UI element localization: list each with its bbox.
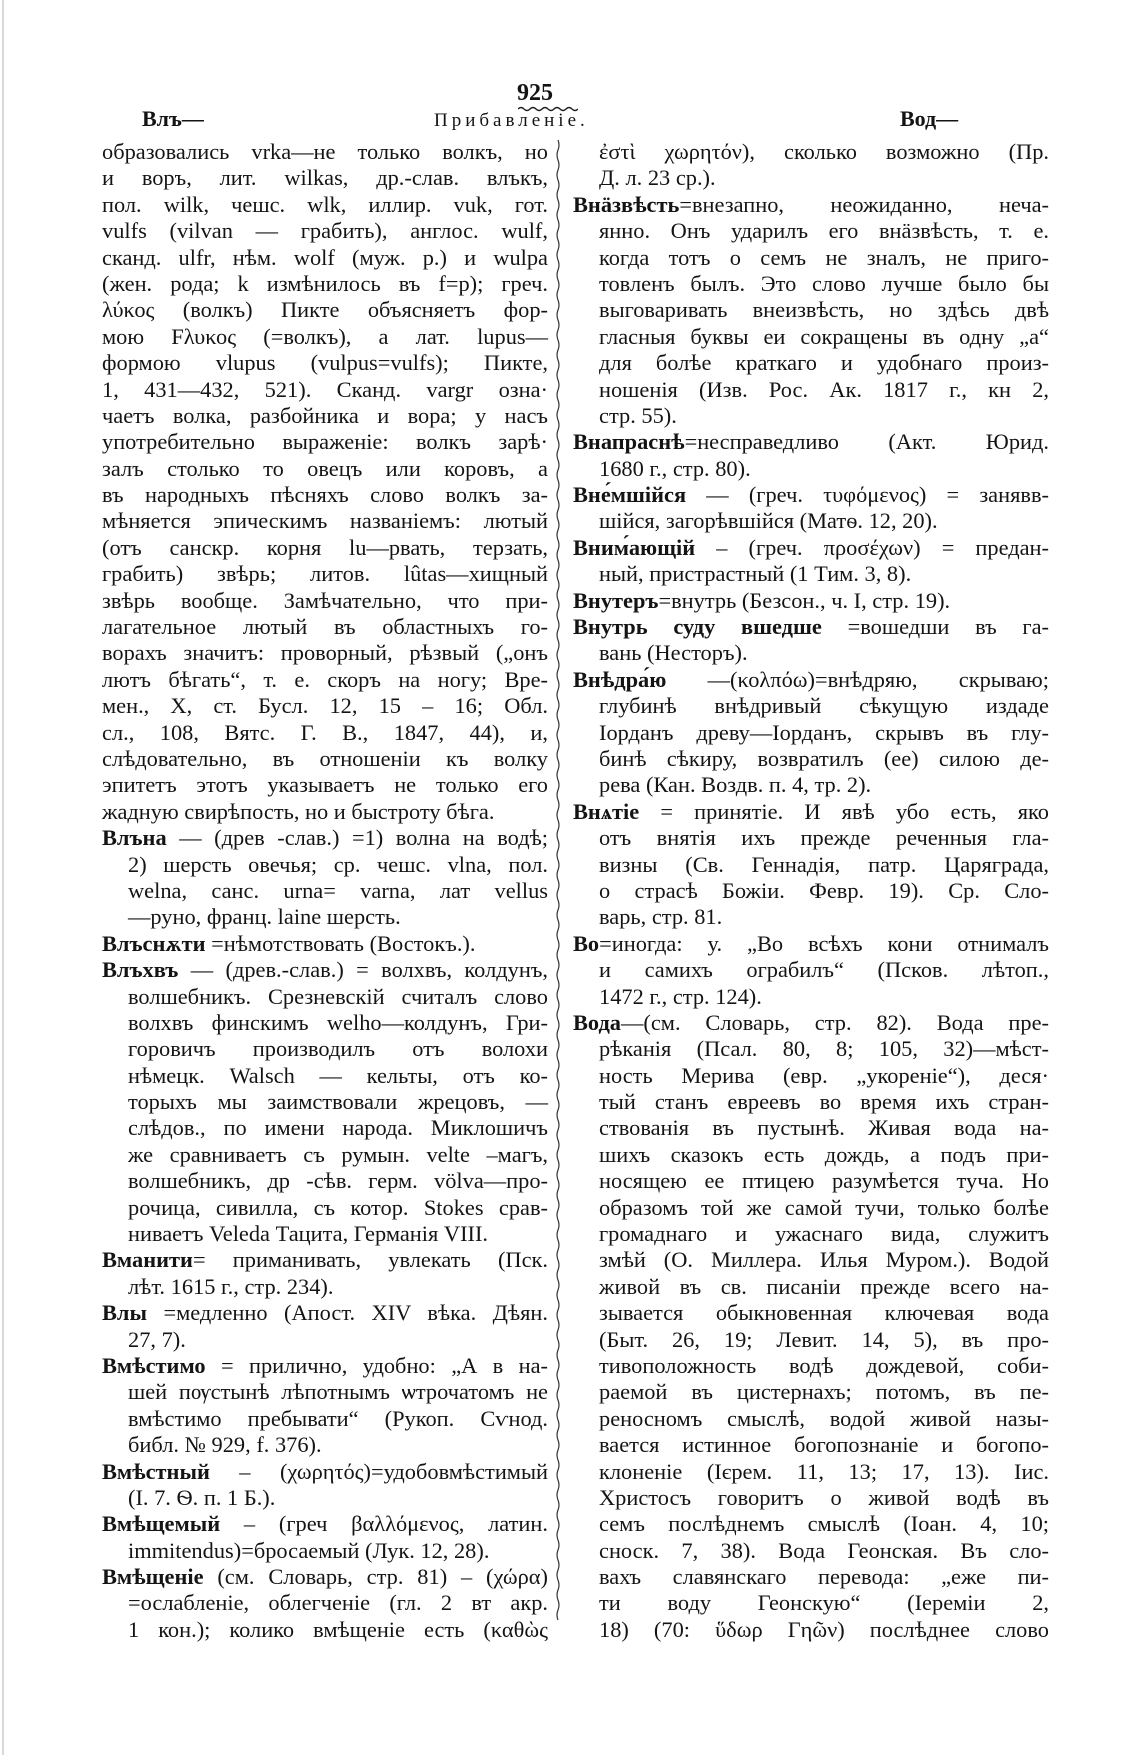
line-text: образомъ той же самой тучи, только болѣе: [599, 1194, 1049, 1220]
line-text: Д. л. 23 ср.).: [599, 165, 716, 191]
line-text: —(см. Словарь, стр. 82). Вода пре-: [621, 1009, 1049, 1035]
line-text: 1680 г., стр. 80).: [599, 455, 751, 481]
line-text: 1472 г., стр. 124).: [599, 983, 762, 1009]
line-text: =внезапно, неожиданно, неча-: [679, 191, 1049, 217]
line-text: громаднаго и ужаснаго вида, служитъ: [599, 1221, 1049, 1247]
text-line: [573, 561, 1049, 587]
line-text: отъ внятія ихъ прежде реченныя гла-: [599, 825, 1049, 851]
text-line: [573, 1353, 1049, 1379]
text-line: [573, 1379, 1049, 1405]
headword: Вмѣстный: [102, 1458, 210, 1484]
text-line: [573, 1617, 1049, 1643]
text-line: [102, 561, 548, 587]
text-line: [573, 508, 1049, 534]
line-text: сноск. 7, 38). Вода Геонская. Въ сло-: [599, 1537, 1049, 1563]
text-line: [573, 324, 1049, 350]
text-line: [573, 456, 1049, 482]
line-text: (отъ санскр. корня lu—рвать, терзать,: [102, 534, 548, 560]
text-line: [573, 297, 1049, 323]
text-line: [573, 1089, 1049, 1115]
text-line: [573, 1168, 1049, 1194]
line-text: раемой въ цистернахъ; потомъ, въ пе-: [599, 1379, 1049, 1405]
headword: Во: [573, 930, 600, 956]
line-text: сканд. ulfr, нѣм. wolf (муж. р.) и wulpa: [102, 244, 548, 270]
line-text: тый станъ евреевъ во время ихъ стран-: [599, 1089, 1049, 1115]
line-text: для болѣе краткаго и удобнаго произ-: [599, 350, 1049, 376]
text-line: [102, 588, 548, 614]
text-line: [102, 1432, 548, 1458]
line-text: зывается обыкновенная ключевая вода: [599, 1300, 1049, 1326]
line-text: λύκος (волкъ) Пикте объясняетъ фор-: [102, 297, 548, 323]
text-line: [573, 271, 1049, 297]
headword: Вним́ающій: [573, 534, 696, 560]
line-text: когда тотъ о семъ не зналъ, не приго-: [599, 244, 1049, 270]
line-text: горовичъ производилъ отъ волохи: [128, 1036, 548, 1062]
headword: Внäзвѣсть: [573, 191, 680, 217]
text-line: [102, 1590, 548, 1616]
line-text: =медленно (Апост. XIV вѣка. Дѣян.: [146, 1300, 548, 1326]
line-text: образовались vrka—не только волкъ, но: [102, 139, 548, 164]
line-text: товленъ былъ. Это слово лучше было бы: [599, 270, 1049, 296]
line-text: визны (Св. Геннадія, патр. Царяграда,: [599, 851, 1049, 877]
column-divider: [554, 140, 562, 1620]
text-line: [102, 350, 548, 376]
text-line: [102, 482, 548, 508]
text-line: [102, 1115, 548, 1141]
text-line: [573, 350, 1049, 376]
page-number: 925: [517, 80, 553, 106]
text-line: [102, 1195, 548, 1221]
line-text: волхвъ финскимъ welho—колдунъ, Гри-: [128, 1009, 548, 1035]
page-edge: [2, 0, 4, 1755]
text-line: [102, 799, 548, 825]
entry-first-line: [102, 1459, 548, 1485]
line-text: = приманивать, увлекать (Пск.: [192, 1247, 548, 1273]
text-line: [102, 1142, 548, 1168]
line-text: ствованія въ пустынѣ. Живая вода на-: [599, 1115, 1049, 1141]
text-line: [102, 1168, 548, 1194]
text-line: [573, 1247, 1049, 1273]
text-line: [102, 403, 548, 429]
text-line: [102, 245, 548, 271]
line-text: чаетъ волка, разбойника и вора; у насъ: [102, 402, 548, 428]
headword: Внутеръ: [573, 587, 659, 613]
entry-first-line: [573, 614, 1049, 640]
line-text: рѣканія (Псал. 80, 8; 105, 32)—мѣст-: [599, 1036, 1049, 1062]
line-text: змѣй (О. Миллера. Илья Муром.). Водой: [599, 1247, 1049, 1273]
text-line: [102, 614, 548, 640]
line-text: клоненіе (Ієрем. 11, 13; 17, 13). Іис.: [599, 1458, 1049, 1484]
text-line: [102, 984, 548, 1010]
headword: Вода: [573, 1009, 622, 1035]
text-line: [573, 1195, 1049, 1221]
text-line: [573, 957, 1049, 983]
entry-first-line: [102, 1564, 548, 1590]
line-text: шей пѹстынѣ лѣпотнымъ ѡтрочатомъ не: [128, 1379, 548, 1405]
line-text: ношенія (Изв. Рос. Ак. 1817 г., кн 2,: [599, 376, 1049, 402]
line-text: — (греч. τυφόμενος) = занявв-: [686, 482, 1049, 508]
headword: Влъхвъ: [102, 957, 179, 983]
line-text: и самихъ ограбилъ“ (Псков. лѣтоп.,: [599, 957, 1049, 983]
entry-first-line: [102, 1300, 548, 1326]
entry-first-line: [102, 957, 548, 983]
text-line: [102, 324, 548, 350]
line-text: 1 кон.); колико вмѣщеніе есть (καθὼς: [128, 1616, 548, 1642]
text-line: [573, 218, 1049, 244]
text-line: [102, 1063, 548, 1089]
text-line: [102, 377, 548, 403]
line-text: Іорданъ древу—Іорданъ, скрывъ въ глу-: [599, 719, 1049, 745]
line-text: шихъ сказокъ есть дождь, а подъ при-: [599, 1141, 1049, 1167]
text-line: [573, 1221, 1049, 1247]
line-text: лѣт. 1615 г., стр. 234).: [128, 1273, 334, 1299]
text-line: [102, 1617, 548, 1643]
text-line: [102, 640, 548, 666]
text-line: [573, 1274, 1049, 1300]
line-text: = принятіе. И явѣ убо есть, яко: [639, 798, 1049, 824]
entry-first-line: [573, 482, 1049, 508]
headword: Влъна: [102, 825, 167, 851]
line-text: 2) шерсть овечья; ср. чешс. vlna, пол.: [128, 851, 548, 877]
text-line: [573, 904, 1049, 930]
text-line: [573, 878, 1049, 904]
text-line: [573, 1590, 1049, 1616]
running-head-center: Прибавленіе.: [434, 110, 589, 131]
line-text: лютъ бѣгать“, т. е. скоръ на ногу; Вре-: [102, 666, 548, 692]
running-head-left: Влъ—: [142, 106, 204, 131]
line-text: (I. 7. Ѳ. п. 1 Б.).: [128, 1484, 276, 1510]
text-line: [573, 1036, 1049, 1062]
line-text: vulfs (vilvan — грабить), англос. wulf,: [102, 218, 548, 244]
text-line: [102, 456, 548, 482]
headword: Вманити: [102, 1247, 193, 1273]
entry-first-line: [573, 799, 1049, 825]
text-line: [102, 878, 548, 904]
text-line: [573, 1063, 1049, 1089]
line-text: immitendus)=бросаемый (Лук. 12, 28).: [128, 1537, 490, 1563]
text-line: [573, 825, 1049, 851]
text-line: [102, 535, 548, 561]
text-line: [102, 720, 548, 746]
text-line: [573, 1511, 1049, 1537]
entry-first-line: [573, 535, 1049, 561]
divider-line: [557, 140, 559, 1620]
line-text: бинѣ сѣкиру, возвратилъ (ее) силою де-: [599, 745, 1049, 771]
line-text: глубинѣ внѣдривый сѣкущую издаде: [599, 693, 1049, 719]
line-text: – (χωρητός)=удобовмѣстимый: [209, 1458, 548, 1484]
line-text: =вошедши въ га-: [821, 614, 1049, 640]
text-line: [102, 297, 548, 323]
line-text: торыхъ мы заимствовали жрецовъ, —: [128, 1089, 548, 1115]
text-line: [102, 1221, 548, 1247]
line-text: стр. 55).: [599, 402, 677, 428]
line-text: мѣняется эпическимъ названіемъ: лютый: [102, 508, 548, 534]
entry-first-line: [573, 667, 1049, 693]
text-line: [573, 693, 1049, 719]
text-line: [102, 429, 548, 455]
entry-first-line: [573, 588, 1049, 614]
line-text: Христосъ говоритъ о живой водѣ въ: [599, 1484, 1049, 1510]
text-line: [573, 1485, 1049, 1511]
headword: Вмѣщемый: [102, 1511, 221, 1537]
text-line: [573, 1115, 1049, 1141]
line-text: =ослабленіе, облегченіе (гл. 2 вт акр.: [128, 1590, 548, 1616]
line-text: (жен. рода; k измѣнилось въ f=p); греч.: [102, 270, 548, 296]
line-text: пол. wilk, чешс. wlk, иллир. vuk, гот.: [102, 191, 548, 217]
text-line: [573, 852, 1049, 878]
headword: Вмѣстимо: [102, 1352, 206, 1378]
entry-first-line: [573, 931, 1049, 957]
text-line: [102, 1406, 548, 1432]
line-text: семъ послѣднемъ смыслѣ (Іоан. 4, 10;: [599, 1511, 1049, 1537]
headword: Влы: [102, 1300, 147, 1326]
line-text: ἐστὶ χωρητόν), сколько возможно (Пр.: [599, 139, 1049, 164]
text-line: [102, 1485, 548, 1511]
entry-first-line: [573, 192, 1049, 218]
headword: Вне́мшійся: [573, 482, 687, 508]
headword: Внѧтіе: [573, 798, 640, 824]
line-text: 1, 431—432, 521). Сканд. vargr озна·: [102, 376, 548, 402]
line-text: тивоположность водѣ дождевой, соби-: [599, 1352, 1049, 1378]
line-text: =внутрь (Безсон., ч. I, стр. 19).: [658, 587, 951, 613]
line-text: (см. Словарь, стр. 81) – (χώρα): [203, 1564, 548, 1590]
line-text: (Быт. 26, 19; Левит. 14, 5), въ про-: [599, 1326, 1049, 1352]
text-line: [573, 1564, 1049, 1590]
text-line: [102, 139, 548, 165]
line-text: – (греч βαλλόμενος, латин.: [220, 1511, 548, 1537]
text-line: [102, 192, 548, 218]
line-text: ворахъ значитъ: проворный, рѣзвый („онъ: [102, 640, 548, 666]
line-text: волшебникъ, др -сѣв. герм. völva—про-: [128, 1168, 548, 1194]
line-text: о страсѣ Божіи. Февр. 19). Ср. Сло-: [599, 877, 1049, 903]
line-text: слѣдов., по имени народа. Миклошичъ: [128, 1115, 548, 1141]
line-text: волшебникъ. Срезневскій считалъ слово: [128, 983, 548, 1009]
text-line: [573, 772, 1049, 798]
entry-first-line: [102, 825, 548, 851]
line-text: – (греч. προσέχων) = предан-: [695, 534, 1049, 560]
text-line: [102, 1089, 548, 1115]
line-text: грабить) звѣрь; литов. lûtas—хищный: [102, 561, 548, 587]
line-text: залъ столько то овецъ или коровъ, а: [102, 455, 548, 481]
line-text: ность Мерива (евр. „укореніе“), деся·: [599, 1062, 1049, 1088]
line-text: лагательное лютый въ областныхъ го-: [102, 614, 548, 640]
entry-first-line: [102, 1247, 548, 1273]
line-text: вахъ славянскаго перевода: „еже пи-: [599, 1564, 1049, 1590]
line-text: нѣмецк. Walsch — кельты, отъ ко-: [128, 1062, 548, 1088]
line-text: варь, стр. 81.: [599, 904, 723, 930]
line-text: мен., X, ст. Бусл. 12, 15 – 16; Обл.: [102, 693, 548, 719]
text-line: [573, 139, 1049, 165]
line-text: носящею ее птицею разумѣется туча. Но: [599, 1168, 1049, 1194]
text-line: [573, 1300, 1049, 1326]
text-line: [573, 377, 1049, 403]
line-text: =нѣмотствовать (Востокъ.).: [205, 930, 476, 956]
line-text: ти воду Геонскую“ (Іереміи 2,: [599, 1590, 1049, 1616]
line-text: формою vlupus (vulpus=vulfs); Пикте,: [102, 350, 548, 376]
line-text: въ народныхъ пѣсняхъ слово волкъ за-: [102, 482, 548, 508]
text-line: [573, 165, 1049, 191]
text-line: [102, 1327, 548, 1353]
entry-first-line: [102, 1511, 548, 1537]
text-line: [102, 1036, 548, 1062]
text-line: [573, 984, 1049, 1010]
line-text: ниваетъ Veleda Тацита, Германія VIII.: [128, 1221, 489, 1247]
line-text: шійся, загорѣвшійся (Матѳ. 12, 20).: [599, 508, 938, 534]
line-text: — (древ.-слав.) = волхвъ, колдунъ,: [178, 957, 548, 983]
line-text: эпитетъ этотъ указываетъ не только его: [102, 772, 548, 798]
entry-first-line: [102, 1353, 548, 1379]
text-line: [102, 1274, 548, 1300]
left-column: [102, 139, 548, 1643]
line-text: ный, пристрастный (1 Тим. 3, 8).: [599, 561, 912, 587]
line-text: =иногда: у. „Во всѣхъ кони отнималъ: [599, 930, 1049, 956]
line-text: рочица, сивилла, съ котор. Stokes срав-: [128, 1194, 548, 1220]
text-line: [102, 271, 548, 297]
line-text: welna, санс. urna= varna, лат vellus: [128, 877, 548, 903]
line-text: звѣрь вообще. Замѣчательно, что при-: [102, 587, 548, 613]
text-line: [573, 1406, 1049, 1432]
text-line: [573, 245, 1049, 271]
entry-first-line: [102, 931, 548, 957]
headword: Вмѣщеніе: [102, 1564, 204, 1590]
text-line: [573, 1459, 1049, 1485]
line-text: 18) (70: ὕδωρ Γηῶν) послѣднее слово: [599, 1616, 1049, 1642]
text-line: [102, 693, 548, 719]
text-line: [102, 746, 548, 772]
line-text: реносномъ смыслѣ, водой живой назы-: [599, 1405, 1049, 1431]
line-text: 27, 7).: [128, 1326, 186, 1352]
text-line: [573, 746, 1049, 772]
text-line: [102, 1010, 548, 1036]
right-column: [573, 139, 1049, 1643]
line-text: и воръ, лит. wilkas, др.-слав. влъкъ,: [102, 165, 548, 191]
text-line: [573, 1327, 1049, 1353]
text-line: [573, 640, 1049, 666]
line-text: гласныя буквы еи сокращены въ одну „а“: [599, 323, 1049, 349]
text-line: [573, 720, 1049, 746]
text-line: [102, 904, 548, 930]
line-text: же сравниваетъ съ румын. velte –магъ,: [128, 1141, 548, 1167]
headword: Влъснѫти: [102, 930, 206, 956]
line-text: рева (Кан. Воздв. п. 4, тр. 2).: [599, 772, 872, 798]
text-line: [573, 1432, 1049, 1458]
entry-first-line: [573, 429, 1049, 455]
text-line: [573, 403, 1049, 429]
line-text: вмѣстимо пребывати“ (Рукоп. Сѵнод.: [128, 1405, 548, 1431]
headword: Внапраснѣ: [573, 429, 685, 455]
text-line: [102, 508, 548, 534]
line-text: употребительно выраженіе: волкъ зарѣ·: [102, 429, 548, 455]
line-text: янно. Онъ ударилъ его внäзвѣсть, т. е.: [599, 218, 1049, 244]
entry-first-line: [573, 1010, 1049, 1036]
line-text: слѣдовательно, въ отношеніи къ волку: [102, 745, 548, 771]
text-line: [102, 667, 548, 693]
text-line: [102, 165, 548, 191]
line-text: =несправедливо (Акт. Юрид.: [684, 429, 1049, 455]
line-text: —руно, франц. laine шерсть.: [128, 904, 401, 930]
line-text: библ. № 929, f. 376).: [128, 1432, 322, 1458]
line-text: выговаривать внеизвѣсть, но здѣсь двѣ: [599, 297, 1049, 323]
running-head-right: Вод—: [900, 106, 959, 131]
line-text: сл., 108, Вятс. Г. В., 1847, 44), и,: [102, 719, 548, 745]
line-text: жадную свирѣпость, но и быстроту бѣга.: [102, 798, 495, 824]
line-text: = прилично, удобно: „А в на-: [205, 1352, 548, 1378]
line-text: вань (Несторъ).: [599, 640, 748, 666]
text-line: [102, 1538, 548, 1564]
text-line: [102, 772, 548, 798]
text-line: [102, 218, 548, 244]
text-line: [573, 1538, 1049, 1564]
line-text: —(κολπόω)=внѣдряю, скрываю;: [666, 666, 1049, 692]
headword: Внѣдра́ю: [573, 666, 667, 692]
line-text: мою Fλυκος (=волкъ), а лат. lupus—: [102, 323, 548, 349]
text-line: [573, 1142, 1049, 1168]
line-text: — (древ -слав.) =1) волна на водѣ;: [166, 825, 548, 851]
line-text: вается истинное богопознаніе и богопо-: [599, 1432, 1049, 1458]
text-line: [102, 852, 548, 878]
text-line: [102, 1379, 548, 1405]
line-text: живой въ св. писаніи прежде всего на-: [599, 1273, 1049, 1299]
headword: Внутрь суду вшедше: [573, 614, 822, 640]
